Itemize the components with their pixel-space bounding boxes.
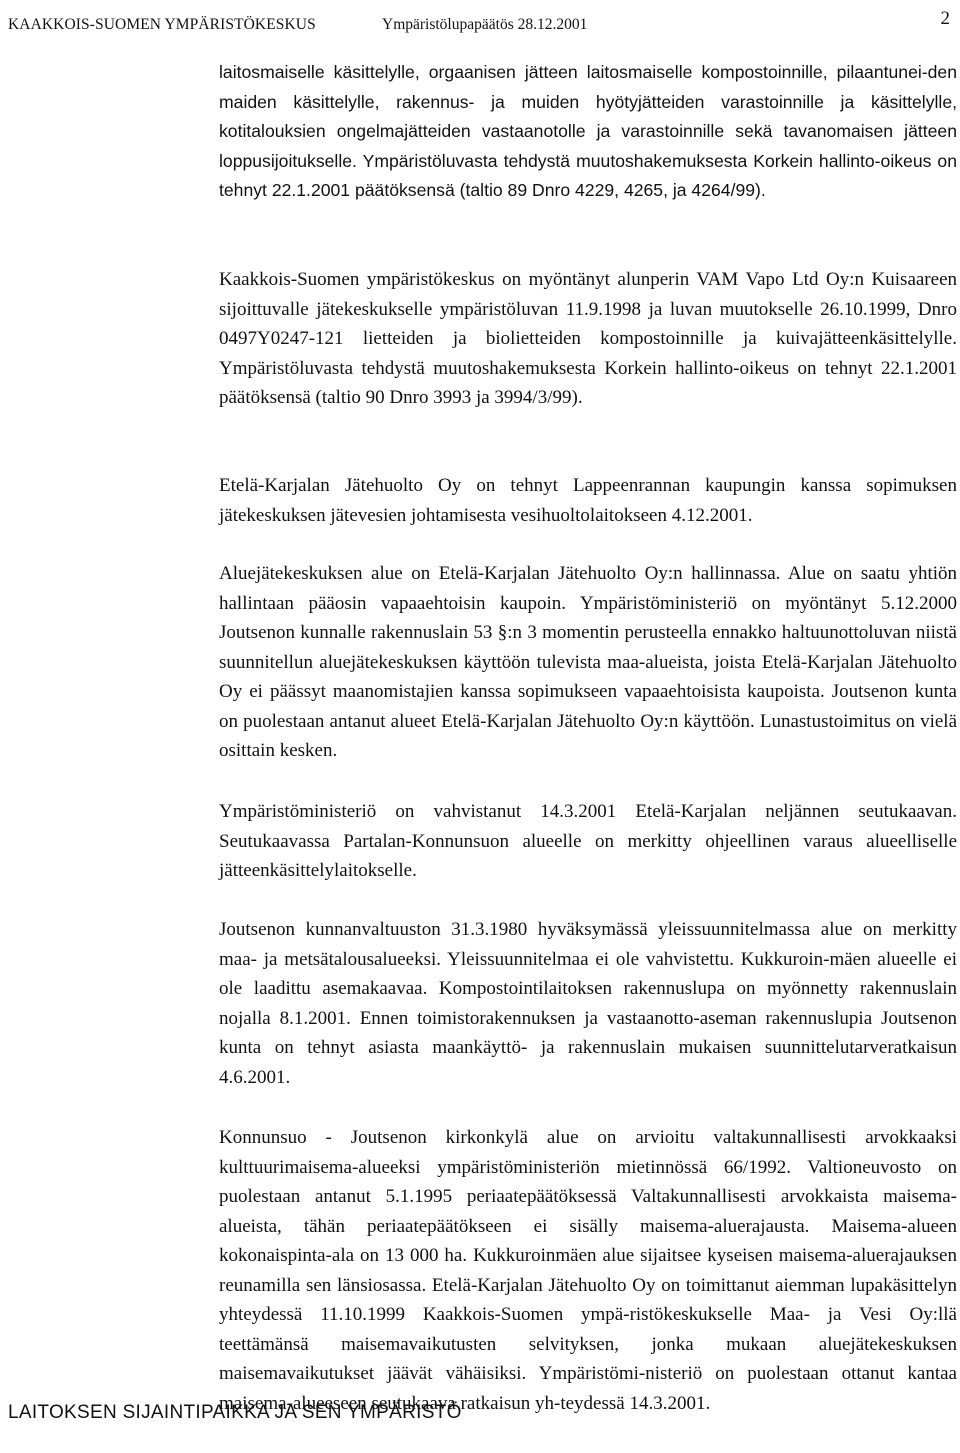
page-number: 2 (940, 8, 950, 29)
paragraph-vam-vapo-permit: Kaakkois-Suomen ympäristökeskus on myöntänyt alunperin VAM Vapo Ltd Oy:n Kuisaareen sijoittuvalle jätekeskukselle ympäristöluvan 11.9.1998 ja luvan muutokselle 26.10.1999, Dnro 0497Y0247-121 lietteiden ja biolietteiden kompostoinnille ja kuivajätteenkäsittelylle. Ympäristöluvasta tehdystä muutoshakemuksesta Korkein hallinto-oikeus on tehnyt 22.1.2001 päätöksensä (taltio 90 Dnro 3993 ja 3994/3/99). (219, 269, 957, 408)
paragraph-wastewater-agreement: Etelä-Karjalan Jätehuolto Oy on tehnyt Lappeenrannan kaupungin kanssa sopimuksen jätekeskuksen jätevesien johtamisesta vesihuoltolaitokseen 4.12.2001. (219, 475, 957, 526)
section-heading: LAITOKSEN SIJAINTIPAIKKA JA SEN YMPÄRISTÖ (8, 1402, 462, 1423)
paragraph-landscape-area: Konnunsuo - Joutsenon kirkonkylä alue on arvioitu valtakunnallisesti arvokkaaksi kulttuurimaisema-alueeksi ympäristöministeriön mietinnössä 66/1992. Valtioneuvosto on puolestaan antanut 5.1.1995 periaatepäätöksessä Valtakunnallisesti arvokkaista maisema-alueista, tähän periaatepäätökseen ei sisälly maisema-aluerajausta. Maisema-alueen kokonaispinta-ala on 13 000 ha. Kukkuroinmäen alue sijaitsee kyseisen maisema-aluerajauksen reunamilla sen länsiosassa. Etelä-Karjalan Jätehuolto Oy on toimittanut aiemman lupakäsittelyn yhteydessä 11.10.1999 Kaakkois-Suomen ympä-ristökeskukselle Maa- ja Vesi Oy:llä teettämänsä maisemavaikutusten selvityksen, jonka mukaan aluejätekeskuksen maisemavaikutukset jäävät vähäisiksi. Ympäristömi-nisteriö on puolestaan ottanut kantaa maisema-alueeseen seutukaava ratkaisun yh-teydessä 14.3.2001. (219, 1127, 957, 1414)
paragraph-general-plan: Joutsenon kunnanvaltuuston 31.3.1980 hyväksymässä yleissuunnitelmassa alue on merkitty maa- ja metsätalousalueeksi. Yleissuunnitelmaa ei ole vahvistettu. Kukkuroin-mäen alueelle ei ole laadittu asemakaavaa. Kompostointilaitoksen rakennuslupa on myönnetty rakennuslain nojalla 8.1.2001. Ennen toimistorakennuksen ja vastaanotto-aseman rakennuslupia Joutsenon kunta on tehnyt asiasta maankäyttö- ja rakennuslain mukaisen suunnittelutarveratkaisun 4.6.2001. (219, 919, 957, 1088)
paragraph-land-ownership: Aluejätekeskuksen alue on Etelä-Karjalan Jätehuolto Oy:n hallinnassa. Alue on saatu yhtiön hallintaan pääosin vapaaehtoisin kaupoin. Ympäristöministeriö on myöntänyt 5.12.2000 Joutsenon kunnalle rakennuslain 53 §:n 3 momentin perusteella ennakko haltuunottoluvan niistä suunnitellun aluejätekeskuksen käyttöön tulevista maa-alueista, joista Etelä-Karjalan Jätehuolto Oy ei päässyt maanomistajien kanssa sopimukseen vapaaehtoisista kaupoista. Joutsenon kunta on puolestaan antanut alueet Etelä-Karjalan Jätehuolto Oy:n käyttöön. Lunastustoimitus on vielä osittain kesken. (219, 563, 957, 761)
paragraph-regional-plan: Ympäristöministeriö on vahvistanut 14.3.2001 Etelä-Karjalan neljännen seutukaavan. Seutukaavassa Partalan-Konnunsuon alueelle on merkitty ohjeellinen varaus alueelliselle jätteenkäsittelylaitokselle. (219, 801, 957, 881)
page-header (8, 8, 950, 36)
header-document-title: Ympäristölupapäätös 28.12.2001 (382, 16, 588, 33)
document-body (219, 58, 957, 1453)
header-organization: KAAKKOIS-SUOMEN YMPÄRISTÖKESKUS (8, 16, 316, 33)
paragraph-permit-history: laitosmaiselle käsittelylle, orgaanisen jätteen laitosmaiselle kompostoinnille, pilaantunei-den maiden käsittelylle, rakennus- ja muiden hyötyjätteiden varastoinnille ja käsittelylle, kotitalouksien ongelmajätteiden vastaanotolle ja varastoinnille sekä tavanomaisen jätteen loppusijoitukselle. Ympäristöluvasta tehdystä muutoshakemuksesta Korkein hallinto-oikeus on tehnyt 22.1.2001 päätöksensä (taltio 89 Dnro 4229, 4265, ja 4264/99). (219, 62, 957, 200)
